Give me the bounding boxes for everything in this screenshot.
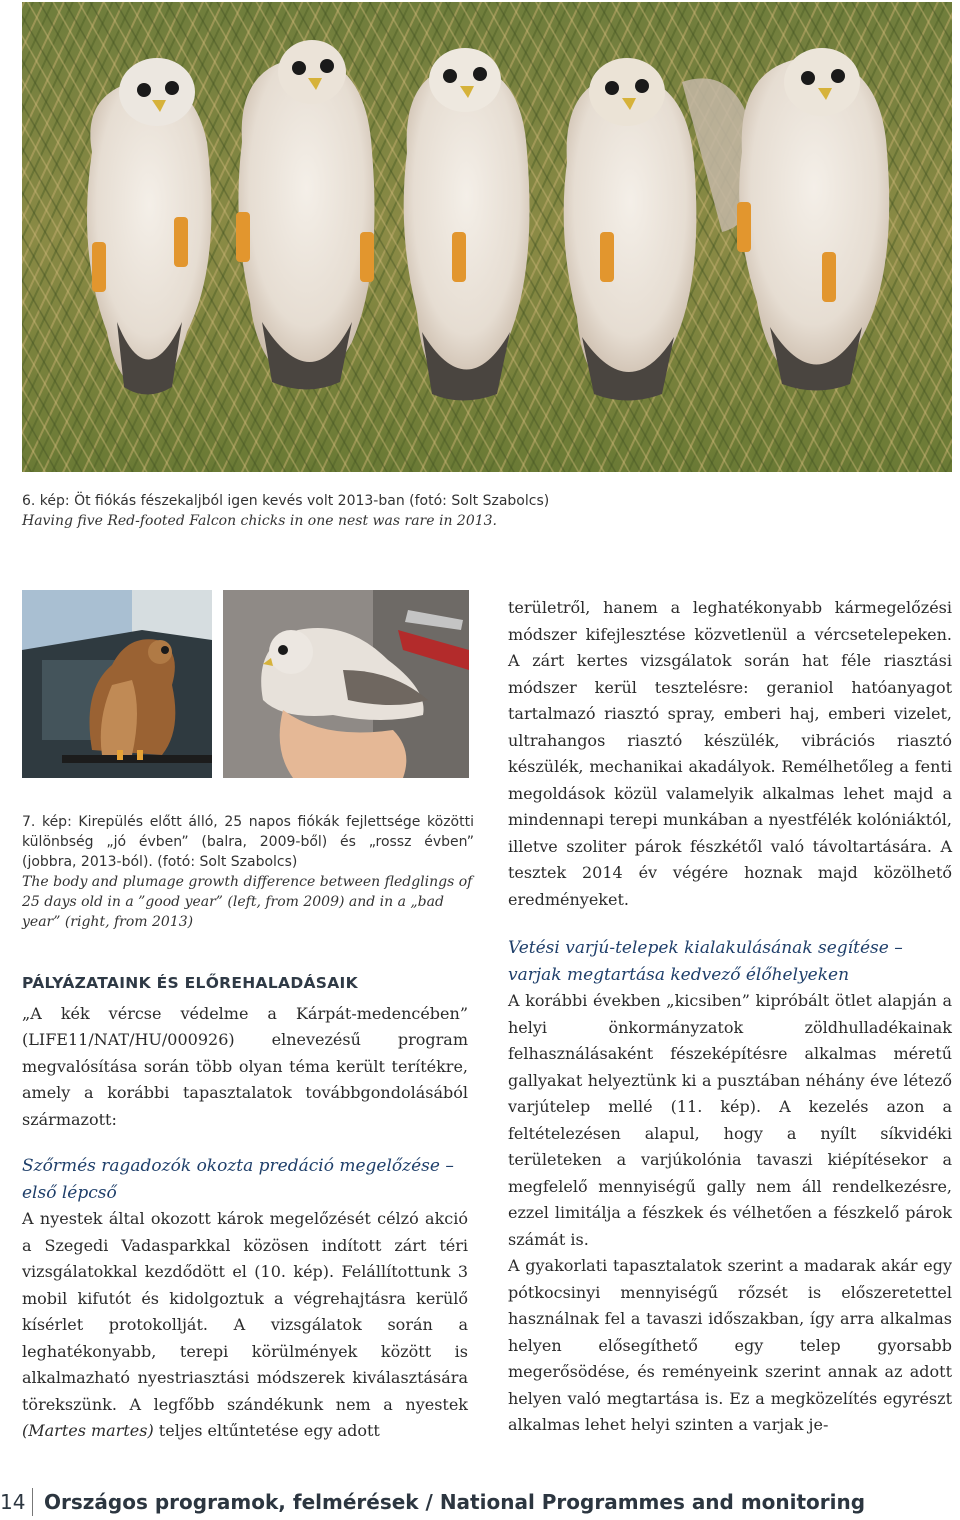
figure-6-caption-en: Having five Red-footed Falcon chicks in one nest was rare in 2013. (22, 513, 497, 529)
chicks-photo-image (22, 2, 952, 472)
left-paragraph-2 (22, 1206, 468, 1445)
left-paragraph-1: „A kék vércse védelme a Kárpát-medencében” (LIFE11/NAT/HU/000926) elnevezésű program megvalósítása során több olyan téma került terítékre, amely a korábbi tapasztalatok továbbgondolásából származott: (22, 1003, 468, 1129)
left-paragraph-2-end: teljes eltűntetése egy adott (153, 1421, 380, 1440)
right-column (508, 595, 952, 1439)
chick-bad-year-image (223, 590, 469, 778)
footer-title: Országos programok, felmérések / National Programmes and monitoring (44, 1490, 866, 1514)
right-paragraph-2: A korábbi években „kicsiben” kipróbált ötlet alapján a helyi önkormányzatok zöldhulladékainak felhasználásaként fészeképítésre alkalmas méretű gallyakat helyeztünk ki a pusztában néhány éve létező varjútelep mellé (11. kép). A kezelés azon a feltételezésen alapul, hogy a nyílt síkvidéki területeken a varjúkolónia tavaszi kiépítésekor a megfelelő mennyiségű gally nem áll rendelkezésre, ezzel limitálja a fészkek és vélhetően a fészkelő párok számát is. (508, 991, 952, 1249)
page-number: 14 (0, 1490, 26, 1514)
figure-7-caption (22, 812, 474, 932)
subheading-predation: Szőrmés ragadozók okozta predáció megelőzése – első lépcső (22, 1156, 454, 1203)
left-paragraph-2-text: A nyestek által okozott károk megelőzését célzó akció a Szegedi Vadasparkkal közösen indított zárt téri vizsgálatokkal kezdődött el (10. kép). Felállítottunk 3 mobil kifutót és kidolgoztuk a végrehajtásra kerülő kísérlet protokollját. A vizsgálatok során a leghatékonyabb, terepi körülmények között is alkalmazható nyestriasztási módszerek kiválasztására törekszünk. A legfőbb szándékunk nem a nyestek (22, 1209, 468, 1414)
chick-bad-year-photo (223, 590, 469, 778)
page-footer (0, 1486, 960, 1520)
chicks-photo (22, 2, 952, 472)
footer-divider (32, 1488, 33, 1516)
figure-6-caption (22, 491, 942, 531)
left-column (22, 970, 468, 1445)
subheading-crow-colonies: Vetési varjú-telepek kialakulásának segítése – varjak megtartása kedvező élőhelyeken (508, 938, 903, 985)
fledgling-good-year-photo (22, 590, 212, 778)
figure-6-caption-hu: 6. kép: Öt fiókás fészekaljból igen kevés volt 2013-ban (fotó: Solt Szabolcs) (22, 493, 550, 509)
figure-7-caption-hu: 7. kép: Kirepülés előtt álló, 25 napos fiókák fejlettsége közötti különbség „jó évben” (balra, 2009-ből) és „rossz évben” (jobbra, 2013-ból). (fotó: Solt Szabolcs) (22, 814, 474, 870)
species-name: (Martes martes) (22, 1421, 154, 1440)
figure-7-caption-en: The body and plumage growth difference between fledglings of 25 days old in a ”good year” (left, from 2009) and in a „bad year” (right, from 2013) (22, 874, 473, 930)
section-heading: PÁLYÁZATAINK ÉS ELŐREHALADÁSAIK (22, 974, 358, 992)
right-paragraph-3: A gyakorlati tapasztalatok szerint a madarak akár egy pótkocsinyi mennyiségű rőzsét is előszeretettel használnak fel a tavaszi időszakban, így arra alkalmas helyen elősegíthető egy telep gyorsabb megerősödése, és reményeink szerint annak az adott helyen való megtartása is. Ez a megközelítés egyrészt alkalmas lehet helyi szinten a varjak je- (508, 1256, 952, 1434)
right-paragraph-1: területről, hanem a leghatékonyabb kármegelőzési módszer kifejlesztése közvetlenül a vércsetelepeken. A zárt kertes vizsgálatok során hat féle riasztási módszer kerül tesztelésre: geraniol hatóanyagot tartalmazó riasztó spray, emberi haj, emberi vizelet, ultrahangos riasztó készülék, vibrációs riasztó készülék, mechanikai akadályok. Remélhetőleg a fenti megoldások közül valamelyik alkalmas lehet majd a mindennapi terepi munkában a nyestfélék kolóniáktól, illetve szoliter párok fészkétől való távoltartására. A tesztek 2014 év végére hoznak majd közölhető eredményeket. (508, 598, 952, 909)
fledgling-good-year-image (22, 590, 212, 778)
